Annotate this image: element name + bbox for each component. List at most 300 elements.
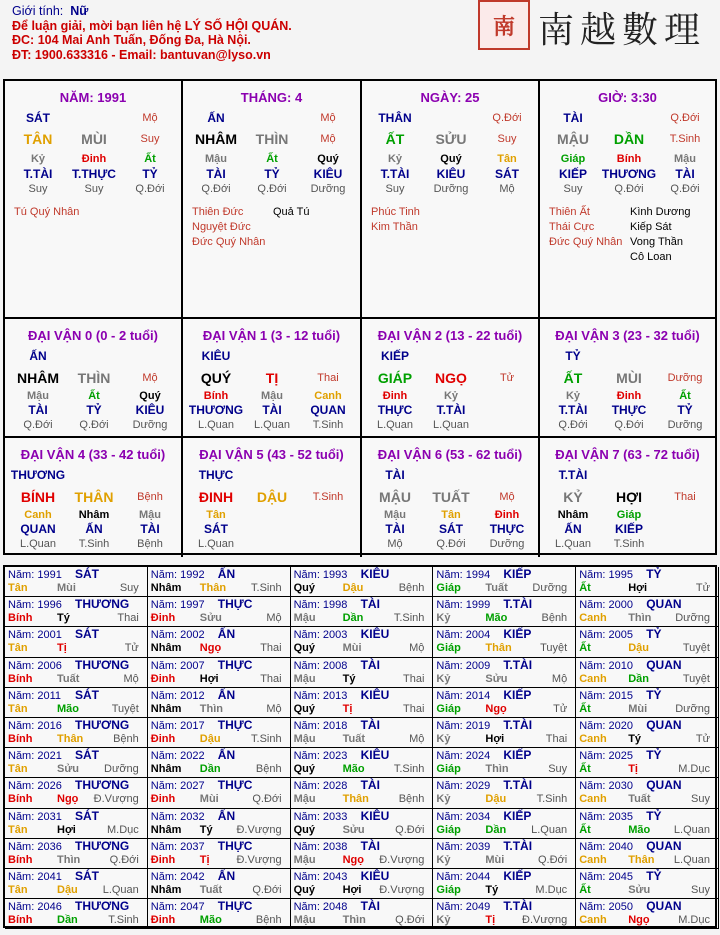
year-stem: Nhâm xyxy=(150,582,182,594)
year-stage: Tuyệt xyxy=(111,702,139,715)
year-stem: Nhâm xyxy=(150,763,182,776)
year-stage: Mộ xyxy=(409,733,425,745)
year-ten-god: T.TÀI xyxy=(503,657,533,672)
year-stem: Canh xyxy=(579,853,607,866)
earthly-branch: NGỌ xyxy=(435,370,467,386)
year-cell xyxy=(433,658,576,688)
hidden-ten-god: T.TÀI xyxy=(23,167,53,181)
year-stem: Kỷ xyxy=(436,733,451,745)
year-cell xyxy=(576,869,719,899)
annual-table xyxy=(3,565,717,928)
year-cell xyxy=(576,809,719,839)
year-ten-god: TỶ xyxy=(646,808,662,823)
year-ten-god: QUAN xyxy=(646,838,682,853)
year-branch: Thân xyxy=(199,582,227,594)
earthly-branch: MÙI xyxy=(616,370,642,386)
heavenly-stem: BÍNH xyxy=(20,489,56,505)
hidden-ten-god: KIÊU xyxy=(313,167,343,181)
year-cell xyxy=(148,748,291,778)
year-stem: Nhâm xyxy=(150,823,182,836)
earthly-branch: THÌN xyxy=(77,370,111,386)
stage-label: Mộ xyxy=(142,372,158,384)
year-stage: Mộ xyxy=(266,702,282,715)
earthly-branch: TUẤT xyxy=(432,489,470,505)
year-label: Năm: 2044 xyxy=(436,871,491,883)
hidden-stage: Q.Đới xyxy=(257,183,287,195)
year-branch: Thìn xyxy=(342,914,366,927)
year-stage: Đ.Vượng xyxy=(93,793,139,806)
year-cell xyxy=(148,658,291,688)
special-star: Kình Dương xyxy=(630,206,691,218)
year-branch: Tuất xyxy=(342,733,365,745)
year-stage: Q.Đới xyxy=(252,793,282,806)
year-stem: Mậu xyxy=(293,733,316,745)
year-cell xyxy=(148,839,291,869)
year-label: Năm: 2034 xyxy=(436,810,491,823)
year-stage: Thai xyxy=(117,612,139,625)
year-stage: M.Dục xyxy=(107,823,139,836)
earthly-branch: DẬU xyxy=(256,489,288,505)
heavenly-stem: TÂN xyxy=(23,131,53,147)
year-branch: Tị xyxy=(485,914,496,927)
year-ten-god: TỶ xyxy=(646,748,662,763)
year-branch: Dần xyxy=(628,672,649,685)
hidden-stage: Q.Đới xyxy=(23,419,53,431)
year-stage: Đ.Vượng xyxy=(236,853,282,866)
hidden-ten-god: KIÊU xyxy=(436,167,466,181)
year-label: Năm: 2022 xyxy=(150,750,205,763)
hidden-stem: Đinh xyxy=(81,153,107,165)
heavenly-stem: MẬU xyxy=(379,489,411,505)
year-stem: Bính xyxy=(8,672,33,685)
year-stem: Kỷ xyxy=(436,853,451,866)
earthly-branch: HỢI xyxy=(616,489,642,505)
year-label: Năm: 2013 xyxy=(293,689,348,702)
stage-label: Thai xyxy=(674,491,696,503)
hidden-ten-god: KIÊU xyxy=(135,403,165,417)
hidden-stem: Đinh xyxy=(382,390,408,402)
year-branch: Sửu xyxy=(485,672,508,685)
year-stem: Nhâm xyxy=(150,884,182,896)
year-stage: L.Quan xyxy=(531,823,568,836)
special-star: Vong Thần xyxy=(630,236,684,248)
year-stem: Ất xyxy=(579,763,591,776)
hidden-stem: Ất xyxy=(88,390,100,402)
year-label: Năm: 2039 xyxy=(436,840,491,853)
year-stage: Mộ xyxy=(123,672,139,685)
hidden-stage: L.Quan xyxy=(197,538,235,550)
stage-label: Mộ xyxy=(499,491,515,503)
year-label: Năm: 2036 xyxy=(8,840,62,853)
year-label: Năm: 1996 xyxy=(8,599,62,612)
hidden-ten-god: THỰC xyxy=(611,403,647,417)
year-cell xyxy=(576,658,719,688)
year-stage: Đ.Vượng xyxy=(522,914,568,927)
hidden-stage: Q.Đới xyxy=(201,183,231,195)
year-cell xyxy=(5,809,148,839)
year-stem: Tân xyxy=(8,823,28,836)
ten-god-label: THÂN xyxy=(378,111,412,125)
year-stem: Giáp xyxy=(436,702,461,715)
ten-god-label: THỰC xyxy=(198,468,234,482)
hidden-ten-god: T.TÀI xyxy=(558,403,588,417)
year-label: Năm: 1991 xyxy=(8,569,62,581)
hidden-ten-god: T.TÀI xyxy=(436,403,466,417)
year-stem: Quý xyxy=(293,582,315,594)
year-stem: Tân xyxy=(8,702,28,715)
hidden-stage: Mộ xyxy=(387,538,403,550)
year-stage: M.Dục xyxy=(535,884,568,896)
year-stage: Bệnh xyxy=(398,582,425,594)
year-label: Năm: 2003 xyxy=(293,629,348,642)
year-branch: Mùi xyxy=(485,853,505,866)
year-stage: Q.Đới xyxy=(252,884,282,896)
year-ten-god: THƯƠNG xyxy=(75,899,130,914)
stage-label: Suy xyxy=(140,133,160,145)
luck-pillar-title: ĐẠI VẬN 2 (13 - 22 tuổi) xyxy=(377,328,523,343)
year-stem: Quý xyxy=(293,884,315,896)
year-label: Năm: 2019 xyxy=(436,720,491,732)
year-cell xyxy=(291,627,434,657)
year-stage: Tử xyxy=(695,733,710,745)
hidden-stem: Đinh xyxy=(616,390,642,402)
year-stage: Q.Đới xyxy=(109,853,139,866)
year-stage: M.Dục xyxy=(678,914,710,927)
year-cell xyxy=(433,597,576,627)
year-stage: Dưỡng xyxy=(675,702,710,715)
year-stem: Tân xyxy=(8,642,28,655)
hidden-stem: Mậu xyxy=(674,153,696,165)
year-branch: Dần xyxy=(342,612,364,625)
hidden-stage: Dưỡng xyxy=(489,538,525,550)
year-branch: Thìn xyxy=(199,702,224,715)
year-stage: Đ.Vượng xyxy=(236,823,282,836)
year-label: Năm: 2008 xyxy=(293,659,348,672)
year-label: Năm: 2014 xyxy=(436,689,491,702)
hidden-stage: Q.Đới xyxy=(79,419,109,431)
year-branch: Hợi xyxy=(199,672,219,685)
year-cell xyxy=(5,718,148,748)
year-stage: L.Quan xyxy=(102,884,139,896)
year-cell xyxy=(5,658,148,688)
year-cell xyxy=(148,627,291,657)
pillar-title: NGÀY: 25 xyxy=(420,90,480,105)
gender-value: Nữ xyxy=(70,4,89,18)
year-branch: Mùi xyxy=(628,702,648,715)
year-cell xyxy=(433,627,576,657)
year-label: Năm: 1993 xyxy=(293,569,348,581)
year-stem: Mậu xyxy=(293,793,316,806)
year-stem: Quý xyxy=(293,763,315,776)
hidden-stage: Suy xyxy=(385,183,405,195)
year-ten-god: THƯƠNG xyxy=(75,718,130,732)
hidden-stage: L.Quan xyxy=(554,538,592,550)
year-ten-god: KIÊU xyxy=(360,808,390,823)
year-label: Năm: 2049 xyxy=(436,901,491,914)
chart-grid xyxy=(3,79,717,555)
special-star: Thiên Ất xyxy=(549,206,590,218)
special-star: Nguyệt Đức xyxy=(192,221,251,233)
year-label: Năm: 2016 xyxy=(8,720,62,732)
stage-label: Q.Đới xyxy=(492,112,522,124)
year-ten-god: THƯƠNG xyxy=(75,657,130,672)
year-ten-god: KIẾP xyxy=(503,567,532,581)
year-label: Năm: 2031 xyxy=(8,810,62,823)
year-stage: Dưỡng xyxy=(532,582,568,594)
year-branch: Hợi xyxy=(342,884,362,896)
year-label: Năm: 2007 xyxy=(150,659,205,672)
hidden-ten-god: TỶ xyxy=(86,403,102,417)
year-stem: Tân xyxy=(8,884,28,896)
gender-label: Giới tính: xyxy=(12,4,64,18)
year-stem: Bính xyxy=(8,914,33,927)
luck-pillar-title: ĐẠI VẬN 5 (43 - 52 tuổi) xyxy=(199,447,344,462)
year-cell xyxy=(291,748,434,778)
hidden-stage: L.Quan xyxy=(376,419,414,431)
ten-god-label: T.TÀI xyxy=(558,468,588,482)
special-star: Cô Loan xyxy=(630,251,672,263)
year-ten-god: KIẾP xyxy=(503,627,532,642)
heavenly-stem: ẤT xyxy=(563,370,583,386)
luck-pillar-title: ĐẠI VẬN 0 (0 - 2 tuổi) xyxy=(27,328,158,343)
year-ten-god: THỰC xyxy=(217,657,253,672)
year-cell xyxy=(576,688,719,718)
year-branch: Thân xyxy=(342,793,369,806)
earthly-branch: SỬU xyxy=(435,131,467,147)
year-label: Năm: 2023 xyxy=(293,750,348,763)
year-cell xyxy=(576,627,719,657)
stage-label: Tử xyxy=(499,372,515,384)
year-label: Năm: 1997 xyxy=(150,599,205,612)
hidden-stage: L.Quan xyxy=(253,419,291,431)
year-label: Năm: 2033 xyxy=(293,810,348,823)
hidden-stage: Dưỡng xyxy=(433,183,469,195)
year-ten-god: KIÊU xyxy=(360,687,390,702)
year-ten-god: KIÊU xyxy=(360,748,390,763)
year-cell xyxy=(576,597,719,627)
year-stem: Quý xyxy=(293,823,315,836)
hidden-ten-god: THƯƠNG xyxy=(188,403,244,417)
hidden-stem: Tân xyxy=(206,509,226,521)
year-cell xyxy=(5,627,148,657)
year-cell xyxy=(5,597,148,627)
year-stage: Tử xyxy=(124,642,139,655)
year-cell xyxy=(576,748,719,778)
year-label: Năm: 2006 xyxy=(8,659,62,672)
year-cell xyxy=(433,899,576,929)
ten-god-label: THƯƠNG xyxy=(10,468,66,482)
hidden-stage: Q.Đới xyxy=(135,183,165,195)
year-stage: Q.Đới xyxy=(395,914,425,927)
year-stage: Bệnh xyxy=(113,733,139,745)
pillar-cell xyxy=(183,81,362,319)
hidden-ten-god: KIẾP xyxy=(558,167,587,181)
year-label: Năm: 2027 xyxy=(150,780,205,793)
hidden-stem: Mậu xyxy=(384,509,406,521)
year-cell xyxy=(576,567,719,597)
year-stem: Kỷ xyxy=(436,672,451,685)
ten-god-label: TÀI xyxy=(385,468,405,482)
hidden-stem: Quý xyxy=(440,153,462,165)
year-label: Năm: 1999 xyxy=(436,599,491,612)
year-ten-god: TÀI xyxy=(360,778,380,793)
year-cell xyxy=(148,899,291,929)
year-ten-god: TỶ xyxy=(646,567,662,581)
pillar-title: THÁNG: 4 xyxy=(240,90,303,105)
year-stem: Mậu xyxy=(293,672,316,685)
year-cell xyxy=(291,899,434,929)
year-ten-god: QUAN xyxy=(646,899,682,914)
year-stem: Bính xyxy=(8,612,33,625)
pillar-cell xyxy=(540,81,715,319)
year-label: Năm: 2026 xyxy=(8,780,62,793)
year-stem: Tân xyxy=(8,582,28,594)
hidden-ten-god: SÁT xyxy=(495,167,519,181)
hidden-ten-god: TÀI xyxy=(140,522,160,536)
hidden-stem: Kỷ xyxy=(387,153,403,165)
year-stage: Đ.Vượng xyxy=(379,853,425,866)
year-ten-god: ẤN xyxy=(217,748,236,763)
header xyxy=(12,4,292,62)
hidden-ten-god: T.TÀI xyxy=(380,167,410,181)
seal-stamp: 南 xyxy=(478,0,530,50)
year-label: Năm: 2047 xyxy=(150,901,205,914)
hidden-ten-god: THỰC xyxy=(489,522,525,536)
year-branch: Tị xyxy=(57,642,67,655)
year-cell xyxy=(433,778,576,808)
year-branch: Mùi xyxy=(342,642,362,655)
year-branch: Tý xyxy=(485,884,499,896)
year-branch: Ngọ xyxy=(342,853,364,866)
year-stem: Bính xyxy=(8,733,33,745)
year-stage: Suy xyxy=(691,884,710,896)
hidden-stem: Giáp xyxy=(560,153,586,165)
year-branch: Mão xyxy=(199,914,222,927)
year-branch: Ngọ xyxy=(485,702,507,715)
year-branch: Hợi xyxy=(57,823,76,836)
special-star: Kim Thần xyxy=(371,221,418,233)
year-label: Năm: 2025 xyxy=(579,750,633,763)
hidden-ten-god: ẤN xyxy=(564,522,582,536)
year-stage: T.Sinh xyxy=(393,612,425,625)
year-cell xyxy=(148,809,291,839)
hidden-ten-god: TÀI xyxy=(385,522,405,536)
hidden-stage: Mộ xyxy=(499,183,515,195)
year-stem: Bính xyxy=(8,853,33,866)
year-stem: Canh xyxy=(579,914,607,927)
ten-god-label: SÁT xyxy=(26,111,50,125)
luck-pillar-cell xyxy=(540,319,715,438)
earthly-branch: THÂN xyxy=(74,489,114,505)
year-cell xyxy=(433,839,576,869)
year-label: Năm: 2046 xyxy=(8,901,62,914)
logo xyxy=(478,0,718,50)
year-cell xyxy=(291,567,434,597)
year-cell xyxy=(148,778,291,808)
year-ten-god: KIẾP xyxy=(503,869,532,883)
special-star: Đức Quý Nhân xyxy=(192,236,266,248)
year-ten-god: TÀI xyxy=(360,718,380,732)
year-ten-god: TÀI xyxy=(360,899,380,914)
year-stem: Canh xyxy=(579,612,607,625)
year-branch: Tị xyxy=(199,853,210,866)
year-label: Năm: 1994 xyxy=(436,569,491,581)
year-stem: Nhâm xyxy=(150,702,182,715)
hidden-stem: Đinh xyxy=(494,509,520,521)
stage-label: T.Sinh xyxy=(312,491,344,503)
hidden-ten-god: SÁT xyxy=(204,522,228,536)
hidden-stem: Ất xyxy=(679,390,691,402)
year-label: Năm: 2021 xyxy=(8,750,62,763)
year-stage: M.Dục xyxy=(678,763,710,776)
year-stem: Canh xyxy=(579,733,607,745)
hidden-stem: Kỷ xyxy=(443,390,459,402)
year-cell xyxy=(291,688,434,718)
pillar-cell xyxy=(362,81,540,319)
gender-line xyxy=(12,4,292,19)
year-stem: Tân xyxy=(8,763,28,776)
year-stem: Giáp xyxy=(436,763,461,776)
year-stage: Suy xyxy=(119,582,139,594)
hidden-ten-god: ẤN xyxy=(85,522,103,536)
year-branch: Tý xyxy=(199,823,213,836)
year-branch: Dần xyxy=(485,823,507,836)
hidden-stem: Quý xyxy=(139,390,161,402)
year-ten-god: THỰC xyxy=(217,597,253,612)
logo-text: 南越數理 xyxy=(538,10,707,51)
year-stem: Giáp xyxy=(436,582,461,594)
hidden-stem: Bính xyxy=(616,153,642,165)
year-branch: Tý xyxy=(628,733,642,745)
year-ten-god: TÀI xyxy=(360,597,380,612)
year-ten-god: SÁT xyxy=(75,687,99,702)
year-branch: Dần xyxy=(199,763,221,776)
year-ten-god: QUAN xyxy=(646,657,682,672)
year-stage: Tuyệt xyxy=(682,642,710,655)
year-cell xyxy=(433,718,576,748)
year-cell xyxy=(291,718,434,748)
year-ten-god: THƯƠNG xyxy=(75,778,130,793)
pillar-title: GIỜ: 3:30 xyxy=(598,90,657,105)
hidden-stem: Mậu xyxy=(27,390,49,402)
year-branch: Mùi xyxy=(199,793,219,806)
year-stage: Bệnh xyxy=(255,914,282,927)
year-label: Năm: 2001 xyxy=(8,629,62,642)
hidden-ten-god: TỶ xyxy=(142,167,158,181)
year-cell xyxy=(576,839,719,869)
year-cell xyxy=(291,809,434,839)
year-stem: Ất xyxy=(579,884,591,896)
year-label: Năm: 2011 xyxy=(8,689,61,702)
luck-pillar-title: ĐẠI VẬN 3 (23 - 32 tuổi) xyxy=(555,328,700,343)
heavenly-stem: NHÂM xyxy=(195,131,237,147)
hidden-stem: Kỷ xyxy=(565,390,581,402)
year-branch: Tý xyxy=(342,672,356,685)
year-stem: Bính xyxy=(8,793,33,806)
year-cell xyxy=(433,748,576,778)
hidden-stage: Q.Đới xyxy=(614,419,644,431)
year-stem: Đinh xyxy=(150,853,176,866)
year-ten-god: T.TÀI xyxy=(503,718,533,732)
year-label: Năm: 2048 xyxy=(293,901,348,914)
year-branch: Thân xyxy=(57,733,84,745)
year-stage: T.Sinh xyxy=(393,763,425,776)
year-ten-god: ẤN xyxy=(217,869,236,883)
year-stage: Tuyệt xyxy=(540,642,568,655)
year-ten-god: TỶ xyxy=(646,627,662,642)
year-ten-god: TÀI xyxy=(360,838,380,853)
hidden-ten-god: THƯƠNG xyxy=(601,167,657,181)
